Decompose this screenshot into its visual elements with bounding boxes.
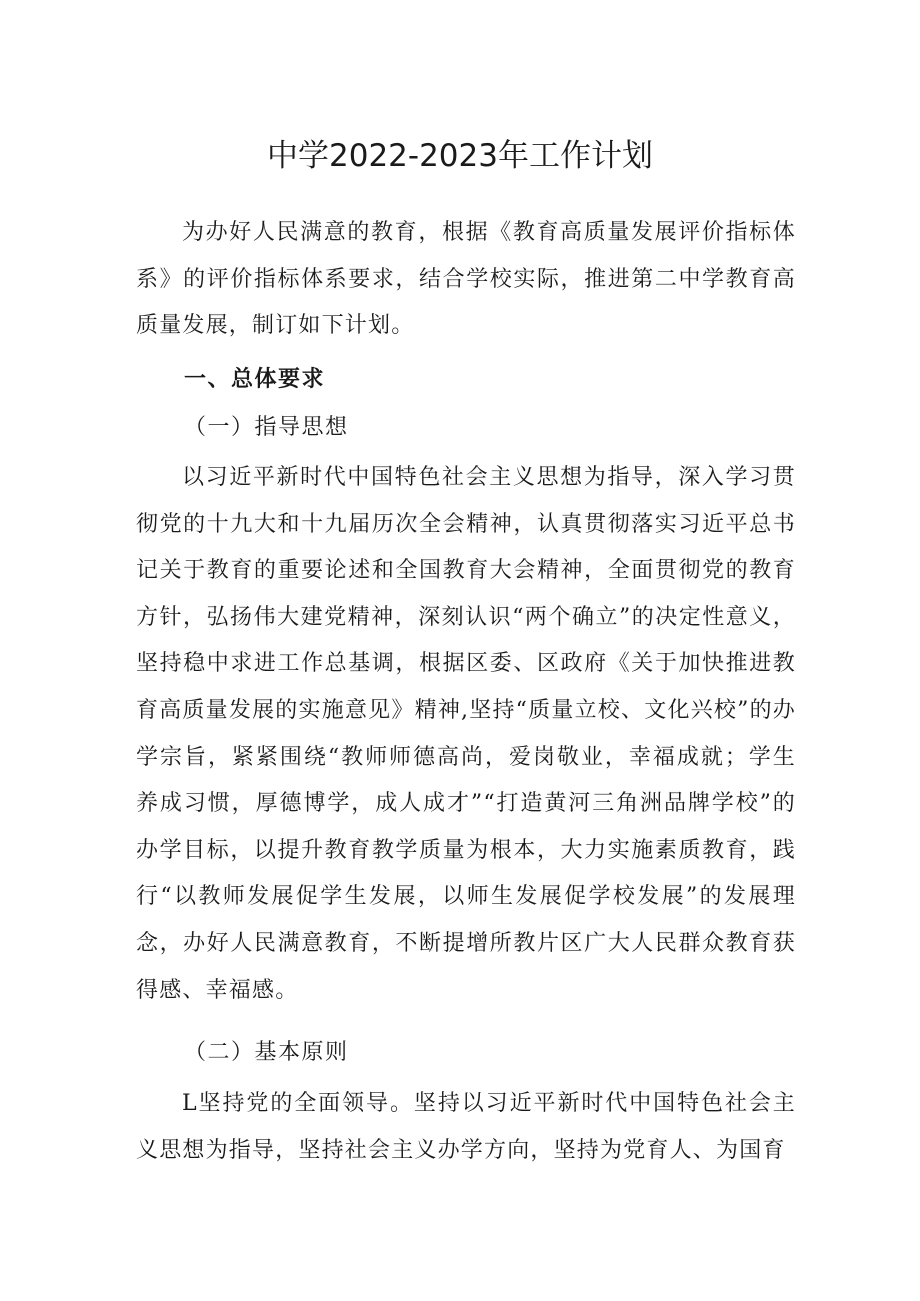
intro-paragraph: 为办好人民满意的教育，根据《教育高质量发展评价指标体系》的评价指标体系要求，结合学校实际，推进第二中学教育高质量发展，制订如下计划。 bbox=[136, 220, 796, 339]
document-title: 中学2022-2023年工作计划 bbox=[267, 138, 653, 174]
principle-item-paragraph: L坚持党的全面领导。坚持以习近平新时代中国特色社会主义思想为指导，坚持社会主义办学方向，坚持为党育人、为国育 bbox=[136, 1091, 796, 1163]
subsection-heading-guiding-ideology: （一）指导思想 bbox=[184, 415, 349, 440]
subsection-heading-basic-principles: （二）基本原则 bbox=[184, 1040, 349, 1065]
guiding-ideology-paragraph: 以习近平新时代中国特色社会主义思想为指导，深入学习贯彻党的十九大和十九届历次全会精神，认真贯彻落实习近平总书记关于教育的重要论述和全国教育大会精神，全面贯彻党的教育方针，弘扬伟大建党精神，深刻认识“两个确立”的决定性意义，坚持稳中求进工作总基调，根据区委、区政府《关于加快推进教育高质量发展的实施意见》精神,坚持“质量立校、文化兴校”的办学宗旨，紧紧围绕“教师师德高尚，爱岗敬业，幸福成就；学生养成习惯，厚德博学，成人成才”“打造黄河三角洲品牌学校”的办学目标，以提升教育教学质量为根本，大力实施素质教育，践行“以教师发展促学生发展，以师生发展促学校发展”的发展理念，办好人民满意教育，不断提增所教片区广大人民群众教育获得感、幸福感。 bbox=[136, 465, 796, 1003]
section-heading-general-requirements: 一、总体要求 bbox=[184, 367, 326, 392]
